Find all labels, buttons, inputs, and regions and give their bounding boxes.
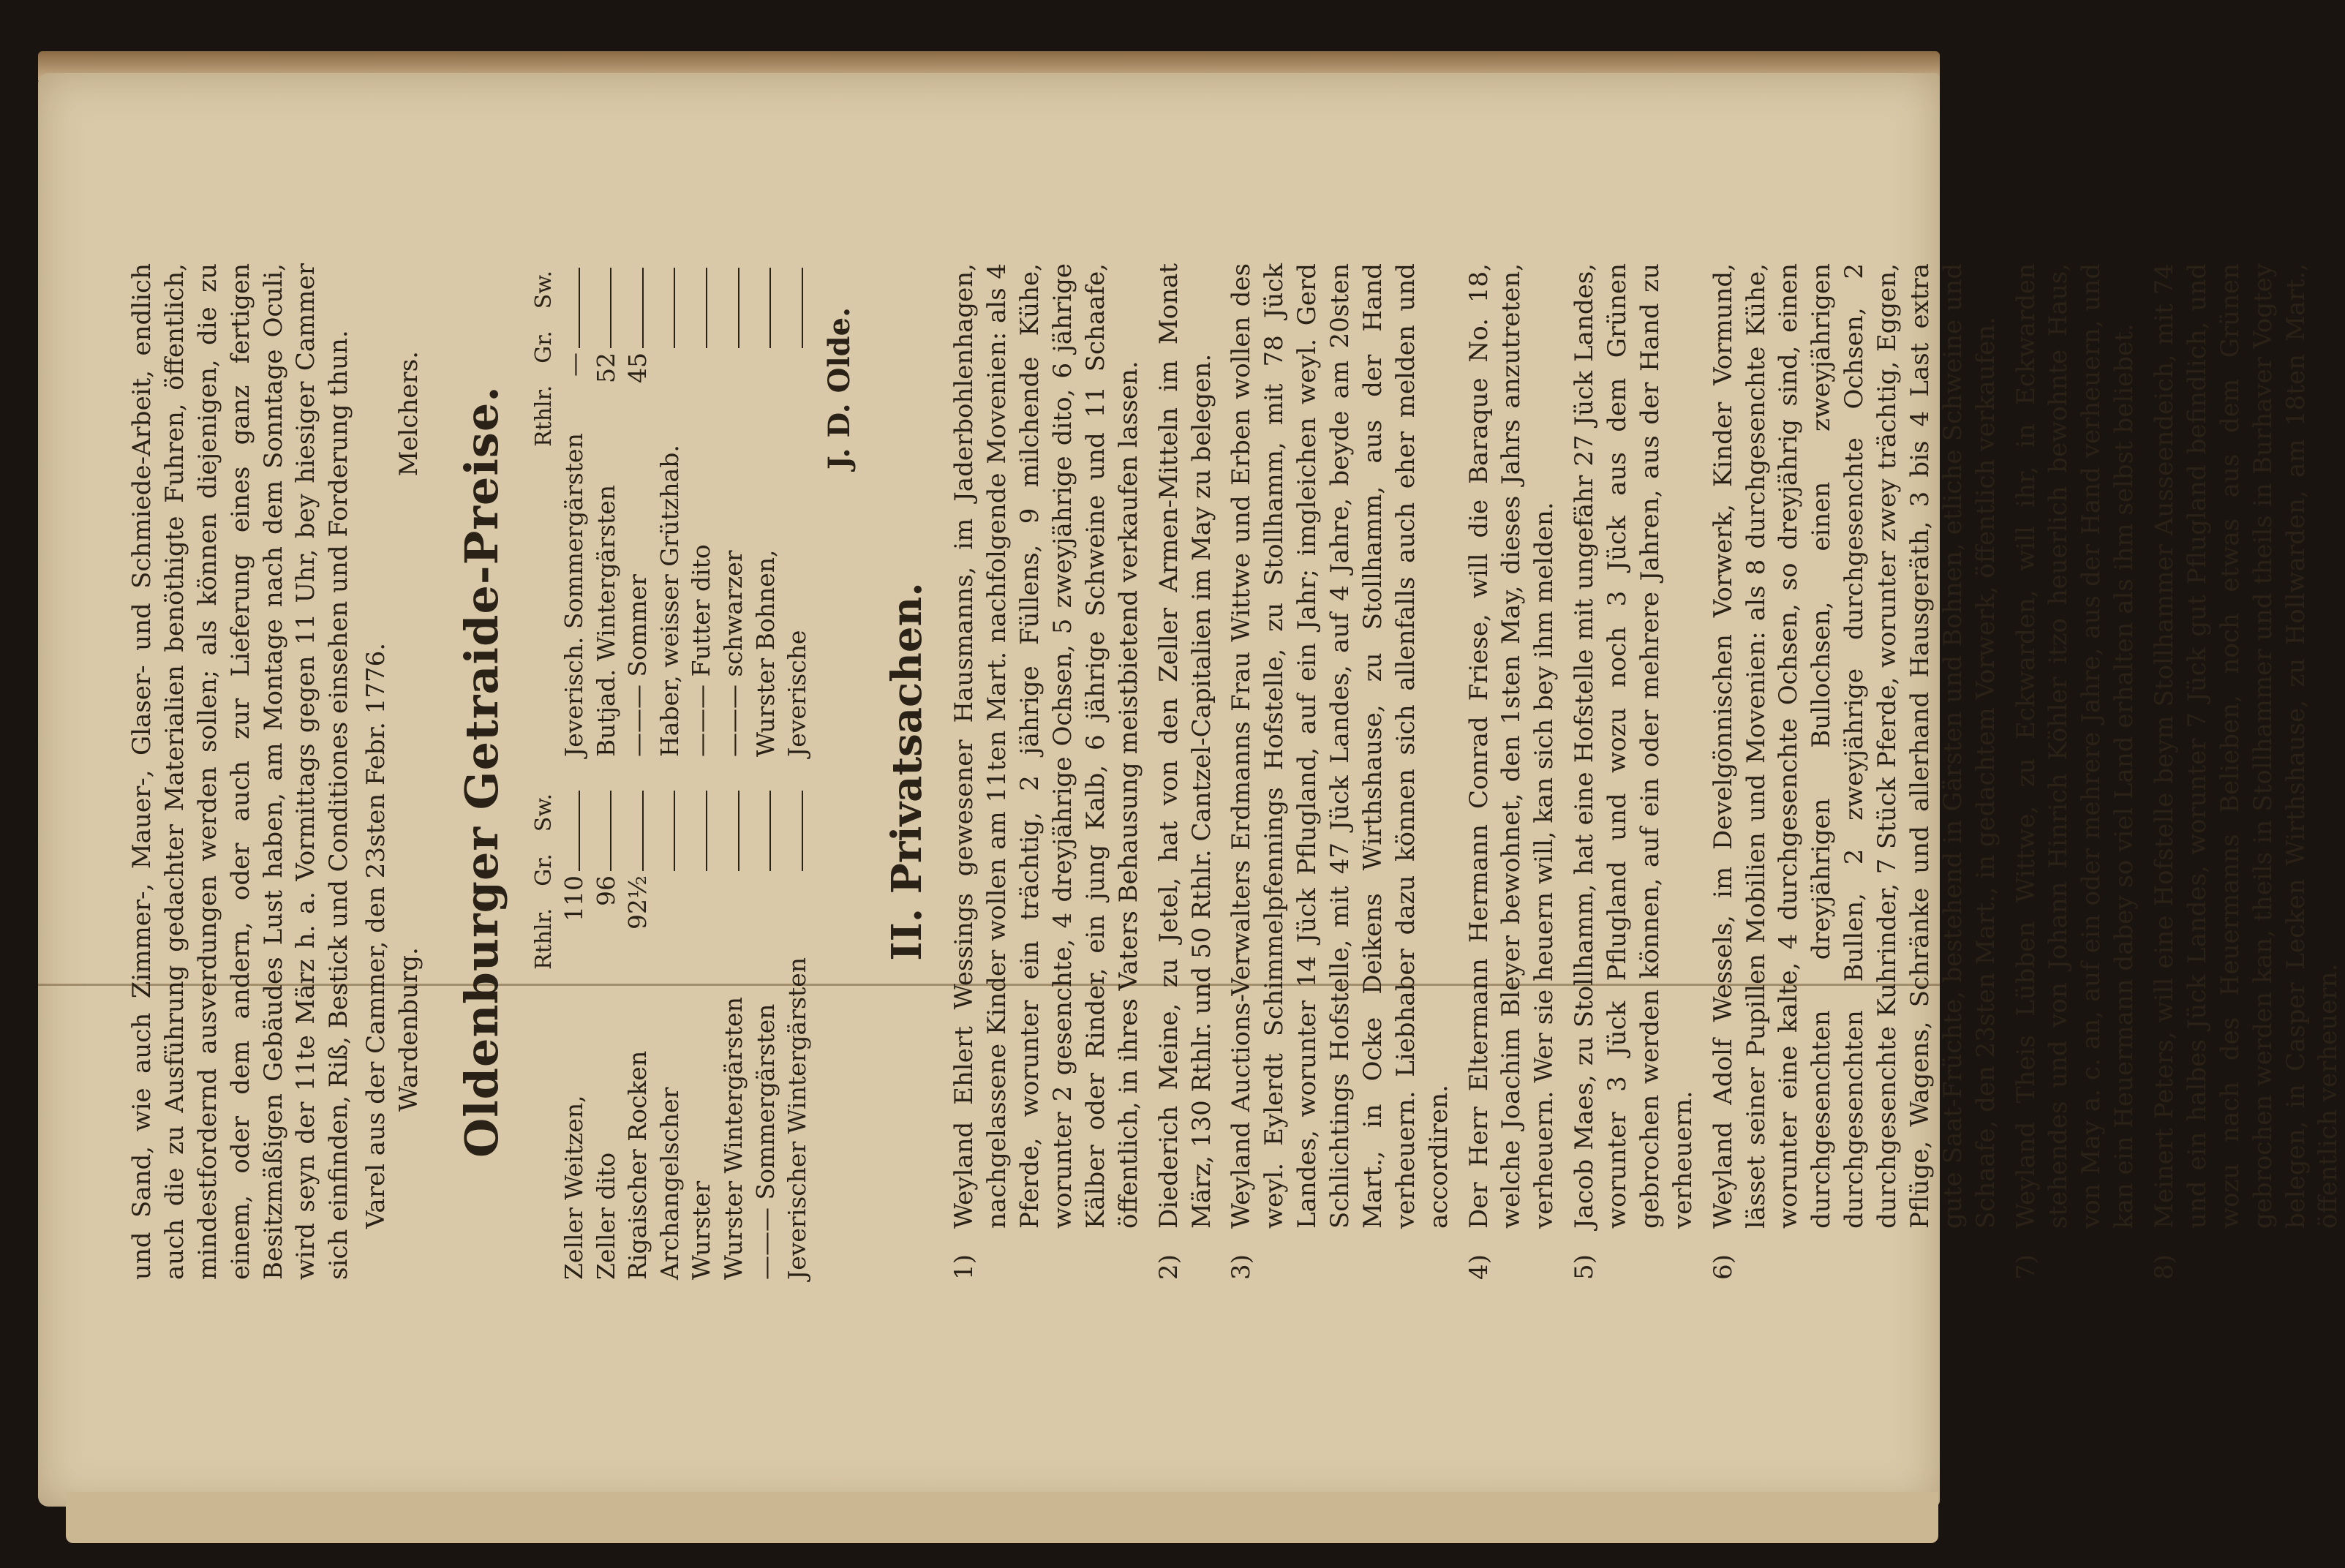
notices-list — [948, 263, 2345, 1280]
signature-left: Wardenburg. — [394, 947, 424, 1112]
price-item-name: Butjad. Wintergärsten — [591, 484, 620, 757]
notice-item — [1707, 263, 2003, 1280]
price-item-value — [718, 353, 750, 426]
price-dash-line — [685, 791, 707, 871]
price-dash-line — [590, 268, 612, 348]
price-dash-line — [750, 268, 772, 348]
price-header-left — [530, 786, 559, 1280]
notice-text: Meinert Peters, will eine Hofstelle beym Stollhammer Ausseendeich, mit 74 und ein halbes Jück Landes, worunter 7 Jück gut Pflugland befindlich, und wozu nach des Heuermanns Belieben, noch etwas aus dem Grünen gebrochen werden kan, theils in Stollhammer und theils in Burhaver Vogtey belegen, in Casper Lecken Wirthshause, zu Hollwarden, am 18ten Mart., öffentlich verheuern. — [2150, 263, 2344, 1229]
price-row — [781, 786, 813, 1280]
price-item-value — [654, 875, 686, 949]
price-row — [750, 263, 782, 757]
notice-number: 6) — [1708, 1254, 1738, 1280]
notice-text: Jacob Maes, zu Stollhamm, hat eine Hofstelle mit ungefähr 27 Jück Landes, worunter 3 Jück Pflugland und wozu noch 3 Jück aus dem Grünen gebrochen werden können, auf ein oder mehrere Jahren, aus der Hand zu verheuern. — [1570, 263, 1698, 1229]
notice-item — [1225, 263, 1455, 1280]
section-title: II. Privatsachen. — [883, 582, 932, 961]
notice-item — [1568, 263, 1700, 1280]
price-item-value — [750, 353, 782, 426]
notice-number: 5) — [1570, 1254, 1600, 1280]
price-item-name: ——— Sommergärsten — [750, 1003, 780, 1280]
notice-number: 7) — [2011, 1254, 2041, 1280]
intro-body: und Sand, wie auch Zimmer-, Mauer-, Glaser- und Schmiede-Arbeit, endlich auch die zu Ausführung gedachter Materialien benöthigte Fuhren, öffentlich, mindestfordernd ausverdungen werden sollen; als können diejenigen, die zu einem, oder dem andern, oder auch zur Lieferung eines ganz fertigen Besitzmäßigen Gebäudes Lust haben, am Montage nach dem Sonntage Oculi, wird seyn der 11te März h. a. Vormittags gegen 11 Uhr, bey hiesiger Cammer sich einfinden, Riß, Bestick und Conditiones einsehen und Forderung thun. — [127, 263, 354, 1280]
price-item-name: Wurster Bohnen, — [750, 549, 780, 757]
price-item-value: 45 — [623, 353, 652, 383]
price-item-value: — — [560, 353, 589, 377]
price-dash-line — [781, 791, 803, 871]
price-column-right — [530, 263, 859, 757]
notice-number: 4) — [1464, 1254, 1494, 1280]
price-dash-line — [558, 791, 580, 871]
price-item-value: 52 — [591, 353, 620, 383]
price-item-value — [685, 875, 718, 949]
price-item-name: Jeverischer Wintergärsten — [783, 957, 812, 1280]
price-row — [622, 786, 654, 1280]
header-rthlr: Rthlr. — [530, 908, 557, 970]
price-item-name: Archangelscher — [655, 1087, 684, 1280]
notice-item — [2148, 263, 2345, 1280]
signature-right: Melchers. — [394, 351, 424, 477]
price-dash-line — [558, 268, 580, 348]
price-item-name: Jeverisch. Sommergärsten — [560, 433, 589, 757]
notice-text: Weyland Auctions-Verwalters Erdmanns Frau Wittwe und Erben wollen des weyl. Eylerdt Schimmelpfennings Hofstelle, zu Stollhamm, mit 78 Jück Landes, worunter 14 Jück Pflugland, auf ein Jahr; imgleichen weyl. Gerd Schlichtings Hofstelle, mit 47 Jück Landes, auf 4 Jahre, beyde am 20sten Mart., in Ocke Deikens Wirthshause, zu Stollhamm, aus der Hand verheuern. Liebhaber dazu können sich allenfalls auch eher melden und accordiren. — [1227, 263, 1453, 1229]
price-row — [558, 263, 590, 757]
price-item-name: Jeverische — [783, 630, 812, 757]
price-dash-line — [781, 268, 803, 348]
intro-signatures — [393, 263, 426, 1280]
price-row — [558, 786, 590, 1280]
price-row — [654, 786, 686, 1280]
price-dash-line — [622, 268, 644, 348]
price-row — [654, 263, 686, 757]
intro-notice — [126, 263, 426, 1280]
page-text — [38, 73, 2344, 1507]
price-row — [685, 263, 718, 757]
price-row — [750, 786, 782, 1280]
price-item-value — [781, 875, 813, 949]
price-dash-line — [590, 791, 612, 871]
price-column-left — [530, 786, 859, 1280]
notice-text: Diederich Meine, zu Jetel, hat von den Zeller Armen-Mitteln im Monat März, 130 Rthlr. und 50 Rthlr. Cantzel-Capitalien im May zu belegen. — [1153, 263, 1216, 1229]
price-dash-line — [718, 268, 739, 348]
price-item-value: 110 — [560, 875, 589, 921]
price-item-name: Wurster Wintergärsten — [719, 997, 748, 1280]
notice-number: 3) — [1227, 1254, 1257, 1280]
notice-text: Der Herr Eltermann Hermann Conrad Friese, will die Baraque No. 18, welche Joachim Bleyer bewohnet, den 1sten May, dieses Jahrs anzutreten, verheuern. Wer sie heuern will, kan sich bey ihm melden. — [1464, 263, 1559, 1229]
price-item-name: Rigaischer Rocken — [623, 1050, 652, 1280]
notice-number: 2) — [1153, 1254, 1183, 1280]
notice-text: Weyland Theis Lübben Wittwe, zu Eckwarden, will ihr, in Eckwarden stehendes und von Johann Hinrich Köhler itzo heuerlich bewohnte Haus, von May a. c. an, auf ein oder mehrere Jahre, aus der Hand verheuern, und kan ein Heuermann dabey so viel Land erhalten als ihm selbst beliebet. — [2011, 263, 2139, 1229]
price-dash-line — [654, 268, 676, 348]
price-dash-line — [718, 791, 739, 871]
notice-text: Weyland Ehlert Wessings gewesener Hausmanns, im Jaderbohlenhagen, nachgelassene Kinder wollen am 11ten Mart. nachfolgende Movenien: als 4 Pferde, worunter ein trächtig, 2 jährige Füllens, 9 milchende Kühe, worunter 2 gesenchte, 4 dreyjährige Ochsen, 5 zweyjährige dito, 6 jährige Kälber oder Rinder, ein jung Kalb, 6 jährige Schweine und 11 Schaafe, öffentlich, in ihres Vaters Behausung meistbietend verkaufen lassen. — [949, 263, 1143, 1229]
notice-text: Weyland Adolf Wessels, im Develgönnischen Vorwerk, Kinder Vormund, lässet seiner Pupillen Mobilien und Movenien: als 8 durchgesenchte Kühe, worunter eine kalte, 4 durchgesenchte Ochsen, so dreyjährig sind, einen durchgesenchten dreyjährigen Bullochsen, einen zweyjährigen durchgesenchten Bullen, 2 zweyjährige durchgesenchte Ochsen, 2 durchgesenchte Kuhrinder, 7 Stück Pferde, worunter zwey trächtig, Eggen, Pflüge, Wagens, Schränke und allerhand Hausgeräth, 3 bis 4 Last extra gute Saat-Früchte, bestehend in Gärsten und Bohnen, etliche Schweine und Schaafe, den 23sten Mart., in gedachtem Vorwerk, öffentlich verkaufen. — [1708, 263, 2000, 1229]
price-item-name: ——— Sommer — [623, 574, 652, 757]
price-row — [718, 263, 750, 757]
price-row — [590, 786, 622, 1280]
header-gr: Gr. — [530, 331, 557, 363]
price-row — [718, 786, 750, 1280]
price-item-value — [718, 875, 750, 949]
price-item-value — [685, 353, 718, 426]
price-item-name: Zeller Weitzen, — [560, 1095, 589, 1280]
notice-number: 1) — [949, 1254, 979, 1280]
price-list-signature: J. D. Olde. — [821, 307, 857, 470]
price-item-value — [781, 353, 813, 426]
price-item-name: Wurster — [687, 1180, 716, 1280]
header-rthlr: Rthlr. — [530, 385, 557, 447]
price-dash-line — [654, 791, 676, 871]
price-dash-line — [685, 268, 707, 348]
price-table — [530, 263, 859, 1280]
price-item-name: ——— schwarzer — [719, 550, 748, 757]
price-header-right — [530, 263, 559, 757]
notice-item — [1463, 263, 1562, 1280]
price-dash-line — [622, 791, 644, 871]
notice-item — [2010, 263, 2142, 1280]
price-row — [622, 263, 654, 757]
notice-item — [948, 263, 1145, 1280]
intro-place-date: Varel aus der Cammer, den 23sten Febr. 1776. — [361, 642, 391, 1229]
price-dash-line — [750, 791, 772, 871]
header-gr: Gr. — [530, 853, 557, 886]
header-sw: Sw. — [530, 271, 557, 309]
price-item-name: Haber, weisser Grützhab. — [655, 445, 684, 757]
notice-number: 8) — [2150, 1254, 2179, 1280]
price-item-name: Zeller dito — [591, 1152, 620, 1280]
price-item-value — [654, 353, 686, 426]
price-row — [590, 263, 622, 757]
price-item-value: 92½ — [623, 875, 652, 930]
price-item-value: 96 — [591, 875, 620, 906]
price-item-name: ——— Futter dito — [687, 544, 716, 757]
price-row — [685, 786, 718, 1280]
price-row — [781, 263, 813, 757]
notice-item — [1153, 263, 1219, 1280]
price-list-title: Oldenburger Getraide-Preise. — [454, 385, 508, 1158]
header-sw: Sw. — [530, 794, 557, 832]
price-item-value — [750, 875, 782, 949]
